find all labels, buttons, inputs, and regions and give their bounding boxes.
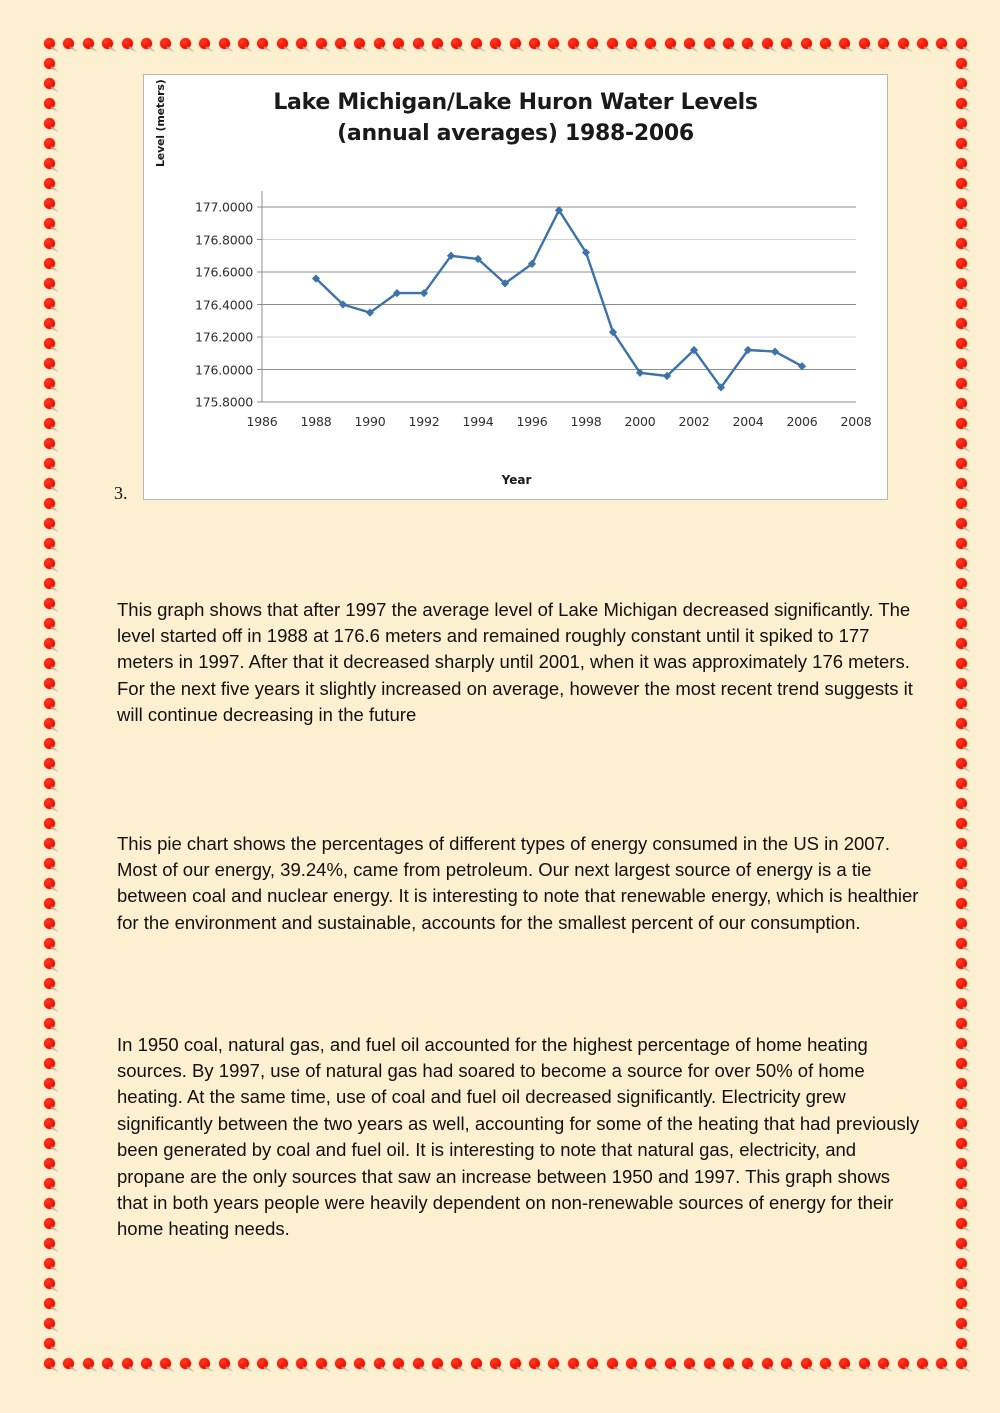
pushpin-dot bbox=[917, 1358, 928, 1369]
pushpin-dot bbox=[471, 38, 482, 49]
pushpin-dot bbox=[374, 38, 385, 49]
pushpin-dot bbox=[44, 778, 55, 789]
y-tick-label: 176.4000 bbox=[194, 297, 253, 312]
pushpin-dot bbox=[956, 778, 967, 789]
pushpin-dot bbox=[956, 98, 967, 109]
chart-title-line-1: Lake Michigan/Lake Huron Water Levels bbox=[273, 90, 758, 115]
pushpin-dot bbox=[956, 958, 967, 969]
pushpin-dot bbox=[801, 38, 812, 49]
pushpin-dot bbox=[956, 358, 967, 369]
paragraph-lake-levels: This graph shows that after 1997 the average level of Lake Michigan decreased significantly. The level started off in 1988 at 176.6 meters and remained roughly constant until it spiked to 177 meters in 1997. After that it decreased sharply until 2001, when it was approximately 176 meters. For the next five years it slightly increased on average, however the most recent trend suggests it will continue decreasing in the future bbox=[117, 598, 913, 726]
pushpin-dot bbox=[956, 318, 967, 329]
pushpin-dot bbox=[956, 378, 967, 389]
pushpin-dot bbox=[645, 1358, 656, 1369]
pushpin-dot bbox=[684, 38, 695, 49]
pushpin-dot bbox=[917, 38, 928, 49]
x-tick-label: 2000 bbox=[624, 414, 656, 429]
pushpin-dot bbox=[354, 38, 365, 49]
pushpin-dot bbox=[607, 1358, 618, 1369]
pushpin-dot bbox=[645, 38, 656, 49]
y-tick-label: 175.8000 bbox=[194, 394, 253, 410]
pushpin-dot bbox=[335, 1358, 346, 1369]
pushpin-dot bbox=[704, 38, 715, 49]
pushpin-dot bbox=[956, 1158, 967, 1169]
pushpin-dot bbox=[63, 38, 74, 49]
pushpin-dot bbox=[762, 38, 773, 49]
pushpin-dot bbox=[296, 38, 307, 49]
pushpin-dot bbox=[762, 1358, 773, 1369]
pushpin-dot bbox=[956, 1318, 967, 1329]
pushpin-dot bbox=[859, 1358, 870, 1369]
pushpin-dot bbox=[587, 38, 598, 49]
pushpin-dot bbox=[510, 38, 521, 49]
pushpin-dot bbox=[956, 418, 967, 429]
pushpin-dot bbox=[801, 1358, 812, 1369]
pushpin-dot bbox=[44, 1178, 55, 1189]
pushpin-dot bbox=[956, 1238, 967, 1249]
pushpin-dot bbox=[63, 1358, 74, 1369]
pushpin-dot bbox=[141, 1358, 152, 1369]
pushpin-dot bbox=[956, 118, 967, 129]
pushpin-dot bbox=[44, 98, 55, 109]
pushpin-dot bbox=[44, 358, 55, 369]
pushpin-dot bbox=[956, 138, 967, 149]
pushpin-dot bbox=[44, 78, 55, 89]
pushpin-dot bbox=[956, 918, 967, 929]
pushpin-dot bbox=[956, 278, 967, 289]
pushpin-dot bbox=[956, 838, 967, 849]
pushpin-dot bbox=[956, 658, 967, 669]
pushpin-dot bbox=[956, 78, 967, 89]
pushpin-dot bbox=[44, 518, 55, 529]
pushpin-dot bbox=[956, 1198, 967, 1209]
chart-panel bbox=[143, 74, 888, 500]
pushpin-dot bbox=[956, 818, 967, 829]
pushpin-dot bbox=[122, 38, 133, 49]
paragraph-home-heating: In 1950 coal, natural gas, and fuel oil accounted for the highest percentage of home heating sources. By 1997, use of natural gas had soared to become a source for over 50% of home heating. At the same time, use of coal and fuel oil decreased significantly. Electricity grew significantly between the two years as well, accounting for some of the heating that had previously been generated by coal and fuel oil. It is interesting to note that natural gas, electricity, and propane are the only sources that saw an increase between 1950 and 1997. This graph shows that in both years people were heavily dependent on non-renewable sources of energy for their home heating needs. bbox=[117, 1033, 920, 1240]
pushpin-dot bbox=[44, 618, 55, 629]
pushpin-dot bbox=[529, 38, 540, 49]
pushpin-dot bbox=[956, 458, 967, 469]
pushpin-dot bbox=[44, 938, 55, 949]
pushpin-dot bbox=[44, 378, 55, 389]
pushpin-dot bbox=[44, 298, 55, 309]
pushpin-dot bbox=[296, 1358, 307, 1369]
pushpin-dot bbox=[44, 578, 55, 589]
pushpin-dot bbox=[44, 1218, 55, 1229]
pushpin-dot bbox=[956, 258, 967, 269]
pushpin-dot bbox=[568, 1358, 579, 1369]
pushpin-dot bbox=[956, 158, 967, 169]
list-item-number: 3. bbox=[114, 483, 128, 503]
pushpin-dot bbox=[44, 1358, 55, 1369]
pushpin-dot bbox=[199, 1358, 210, 1369]
pushpin-dot bbox=[44, 338, 55, 349]
pushpin-dot bbox=[956, 538, 967, 549]
pushpin-dot bbox=[44, 1118, 55, 1129]
pushpin-dot bbox=[432, 1358, 443, 1369]
pushpin-dot bbox=[238, 38, 249, 49]
pushpin-dot bbox=[141, 38, 152, 49]
pushpin-dot bbox=[956, 518, 967, 529]
pushpin-dot bbox=[956, 1118, 967, 1129]
pushpin-dot bbox=[723, 1358, 734, 1369]
pushpin-dot bbox=[44, 1138, 55, 1149]
pushpin-dot bbox=[44, 738, 55, 749]
pushpin-dot bbox=[44, 478, 55, 489]
pushpin-dot bbox=[781, 1358, 792, 1369]
pushpin-dot bbox=[956, 198, 967, 209]
pushpin-dot bbox=[956, 438, 967, 449]
pushpin-dot bbox=[44, 178, 55, 189]
x-tick-label: 2002 bbox=[678, 414, 710, 429]
pushpin-dot bbox=[199, 38, 210, 49]
pushpin-dot bbox=[180, 1358, 191, 1369]
pushpin-dot bbox=[44, 1018, 55, 1029]
pushpin-dot bbox=[257, 1358, 268, 1369]
pushpin-dot bbox=[219, 1358, 230, 1369]
pushpin-dot bbox=[277, 38, 288, 49]
pushpin-dot bbox=[665, 38, 676, 49]
pushpin-dot bbox=[44, 918, 55, 929]
pushpin-dot bbox=[626, 38, 637, 49]
pushpin-dot bbox=[44, 818, 55, 829]
chart-title bbox=[144, 87, 887, 149]
pushpin-dot bbox=[956, 678, 967, 689]
pushpin-dot bbox=[44, 678, 55, 689]
y-axis-title: Level (meters) bbox=[154, 79, 167, 167]
pushpin-dot bbox=[684, 1358, 695, 1369]
pushpin-dot bbox=[956, 598, 967, 609]
pushpin-dot bbox=[393, 38, 404, 49]
pushpin-dot bbox=[44, 198, 55, 209]
x-tick-label: 2006 bbox=[786, 414, 818, 429]
pushpin-dot bbox=[44, 1278, 55, 1289]
pushpin-dot bbox=[956, 1178, 967, 1189]
pushpin-dot bbox=[956, 1258, 967, 1269]
pushpin-dot bbox=[44, 658, 55, 669]
pushpin-dot bbox=[102, 1358, 113, 1369]
pushpin-dot bbox=[839, 38, 850, 49]
x-tick-label: 1998 bbox=[570, 414, 602, 429]
pushpin-dot bbox=[568, 38, 579, 49]
pushpin-dot bbox=[898, 1358, 909, 1369]
pushpin-dot bbox=[490, 38, 501, 49]
pushpin-dot bbox=[548, 38, 559, 49]
pushpin-dot bbox=[451, 1358, 462, 1369]
pushpin-dot bbox=[44, 118, 55, 129]
x-tick-label: 1988 bbox=[300, 414, 332, 429]
pushpin-dot bbox=[742, 38, 753, 49]
pushpin-dot bbox=[956, 1358, 967, 1369]
pushpin-dot bbox=[413, 1358, 424, 1369]
pushpin-dot bbox=[451, 38, 462, 49]
pushpin-dot bbox=[44, 1158, 55, 1169]
x-tick-label: 2004 bbox=[732, 414, 764, 429]
pushpin-dot bbox=[878, 38, 889, 49]
pushpin-dot bbox=[956, 558, 967, 569]
pushpin-dot bbox=[44, 798, 55, 809]
pushpin-dot bbox=[44, 838, 55, 849]
pushpin-dot bbox=[665, 1358, 676, 1369]
pushpin-dot bbox=[956, 898, 967, 909]
pushpin-dot bbox=[956, 798, 967, 809]
pushpin-dot bbox=[44, 598, 55, 609]
pushpin-dot bbox=[490, 1358, 501, 1369]
pushpin-dot bbox=[956, 618, 967, 629]
pushpin-dot bbox=[44, 1078, 55, 1089]
pushpin-dot bbox=[44, 538, 55, 549]
pushpin-dot bbox=[936, 1358, 947, 1369]
pushpin-dot bbox=[44, 878, 55, 889]
pushpin-dot bbox=[393, 1358, 404, 1369]
pushpin-dot bbox=[44, 58, 55, 69]
pushpin-dot bbox=[277, 1358, 288, 1369]
pushpin-dot bbox=[956, 1058, 967, 1069]
pushpin-dot bbox=[44, 38, 55, 49]
pushpin-dot bbox=[956, 878, 967, 889]
pushpin-dot bbox=[956, 58, 967, 69]
chart-title-line-2: (annual averages) 1988-2006 bbox=[337, 121, 694, 146]
pushpin-dot bbox=[44, 1238, 55, 1249]
pushpin-dot bbox=[956, 1298, 967, 1309]
pushpin-dot bbox=[44, 138, 55, 149]
pushpin-dot bbox=[83, 38, 94, 49]
pushpin-dot bbox=[956, 858, 967, 869]
pushpin-dot bbox=[956, 698, 967, 709]
pushpin-dot bbox=[44, 1298, 55, 1309]
pushpin-dot bbox=[257, 38, 268, 49]
pushpin-dot bbox=[956, 578, 967, 589]
pushpin-dot bbox=[956, 638, 967, 649]
pushpin-dot bbox=[44, 698, 55, 709]
pushpin-dot bbox=[956, 1078, 967, 1089]
y-tick-label: 176.0000 bbox=[194, 362, 253, 377]
pushpin-dot bbox=[529, 1358, 540, 1369]
pushpin-dot bbox=[898, 38, 909, 49]
pushpin-dot bbox=[413, 38, 424, 49]
pushpin-dot bbox=[44, 278, 55, 289]
pushpin-dot bbox=[44, 998, 55, 1009]
pushpin-dot bbox=[820, 38, 831, 49]
pushpin-dot bbox=[956, 398, 967, 409]
pushpin-dot bbox=[956, 1038, 967, 1049]
x-tick-label: 1986 bbox=[246, 414, 278, 429]
pushpin-dot bbox=[316, 1358, 327, 1369]
pushpin-dot bbox=[219, 38, 230, 49]
pushpin-dot bbox=[122, 1358, 133, 1369]
pushpin-dot bbox=[44, 398, 55, 409]
pushpin-dot bbox=[956, 298, 967, 309]
pushpin-dot bbox=[956, 1338, 967, 1349]
pushpin-dot bbox=[44, 1338, 55, 1349]
pushpin-dot bbox=[44, 158, 55, 169]
y-tick-label: 176.2000 bbox=[194, 329, 253, 345]
pushpin-dot bbox=[335, 38, 346, 49]
pushpin-dot bbox=[956, 938, 967, 949]
pushpin-dot bbox=[548, 1358, 559, 1369]
x-tick-label: 2008 bbox=[840, 414, 872, 429]
line-chart-svg bbox=[144, 191, 889, 441]
plot-area bbox=[144, 191, 889, 501]
pushpin-dot bbox=[936, 38, 947, 49]
pushpin-dot bbox=[956, 758, 967, 769]
pushpin-dot bbox=[704, 1358, 715, 1369]
pushpin-dot bbox=[44, 978, 55, 989]
pushpin-dot bbox=[160, 38, 171, 49]
pushpin-dot bbox=[587, 1358, 598, 1369]
pushpin-dot bbox=[471, 1358, 482, 1369]
pushpin-dot bbox=[44, 1098, 55, 1109]
pushpin-dot bbox=[44, 1058, 55, 1069]
pushpin-dot bbox=[44, 458, 55, 469]
pushpin-dot bbox=[956, 1098, 967, 1109]
pushpin-dot bbox=[180, 38, 191, 49]
pushpin-dot bbox=[374, 1358, 385, 1369]
x-tick-label: 1992 bbox=[408, 414, 440, 429]
pushpin-dot bbox=[83, 1358, 94, 1369]
pushpin-dot bbox=[354, 1358, 365, 1369]
pushpin-dot bbox=[44, 958, 55, 969]
pushpin-dot bbox=[956, 478, 967, 489]
y-tick-label: 176.8000 bbox=[194, 232, 253, 247]
pushpin-dot bbox=[956, 1138, 967, 1149]
pushpin-dot bbox=[44, 218, 55, 229]
pushpin-dot bbox=[238, 1358, 249, 1369]
pushpin-dot bbox=[956, 38, 967, 49]
data-line bbox=[316, 210, 802, 387]
pushpin-dot bbox=[44, 638, 55, 649]
pushpin-dot bbox=[956, 338, 967, 349]
pushpin-dot bbox=[432, 38, 443, 49]
pushpin-dot bbox=[781, 38, 792, 49]
pushpin-dot bbox=[44, 1258, 55, 1269]
pushpin-dot bbox=[316, 38, 327, 49]
pushpin-dot bbox=[956, 738, 967, 749]
y-tick-label: 176.6000 bbox=[194, 264, 253, 280]
pushpin-dot bbox=[956, 218, 967, 229]
x-tick-label: 1990 bbox=[354, 414, 386, 429]
pushpin-dot bbox=[44, 558, 55, 569]
y-tick-label: 177.0000 bbox=[194, 199, 253, 215]
pushpin-dot bbox=[44, 1318, 55, 1329]
pushpin-dot bbox=[956, 718, 967, 729]
pushpin-dot bbox=[839, 1358, 850, 1369]
paragraph-energy-pie: This pie chart shows the percentages of different types of energy consumed in the US in 2007. Most of our energy, 39.24%, came from petroleum. Our next largest source of energy is a tie between coal and nuclear energy. It is interesting to note that renewable energy, which is healthier for the environment and sustainable, accounts for the smallest percent of our consumption. bbox=[117, 832, 919, 933]
x-tick-label: 1994 bbox=[462, 414, 494, 429]
pushpin-dot bbox=[956, 498, 967, 509]
pushpin-dot bbox=[44, 1038, 55, 1049]
pushpin-dot bbox=[859, 38, 870, 49]
pushpin-dot bbox=[956, 978, 967, 989]
pushpin-dot bbox=[44, 438, 55, 449]
x-axis-title: Year bbox=[501, 473, 532, 487]
pushpin-dot bbox=[878, 1358, 889, 1369]
pushpin-dot bbox=[956, 1218, 967, 1229]
pushpin-dot bbox=[956, 238, 967, 249]
pushpin-dot bbox=[956, 998, 967, 1009]
pushpin-dot bbox=[607, 38, 618, 49]
pushpin-dot bbox=[956, 1278, 967, 1289]
pushpin-dot bbox=[102, 38, 113, 49]
pushpin-dot bbox=[820, 1358, 831, 1369]
x-tick-label: 1996 bbox=[516, 414, 548, 429]
pushpin-dot bbox=[160, 1358, 171, 1369]
pushpin-dot bbox=[723, 38, 734, 49]
pushpin-dot bbox=[956, 1018, 967, 1029]
pushpin-dot bbox=[44, 1198, 55, 1209]
pushpin-dot bbox=[44, 858, 55, 869]
pushpin-dot bbox=[44, 758, 55, 769]
pushpin-dot bbox=[626, 1358, 637, 1369]
pushpin-dot bbox=[956, 178, 967, 189]
pushpin-dot bbox=[510, 1358, 521, 1369]
pushpin-dot bbox=[44, 418, 55, 429]
pushpin-dot bbox=[44, 258, 55, 269]
pushpin-dot bbox=[44, 318, 55, 329]
pushpin-dot bbox=[44, 498, 55, 509]
pushpin-dot bbox=[44, 898, 55, 909]
pushpin-dot bbox=[44, 238, 55, 249]
pushpin-dot bbox=[44, 718, 55, 729]
pushpin-dot bbox=[742, 1358, 753, 1369]
